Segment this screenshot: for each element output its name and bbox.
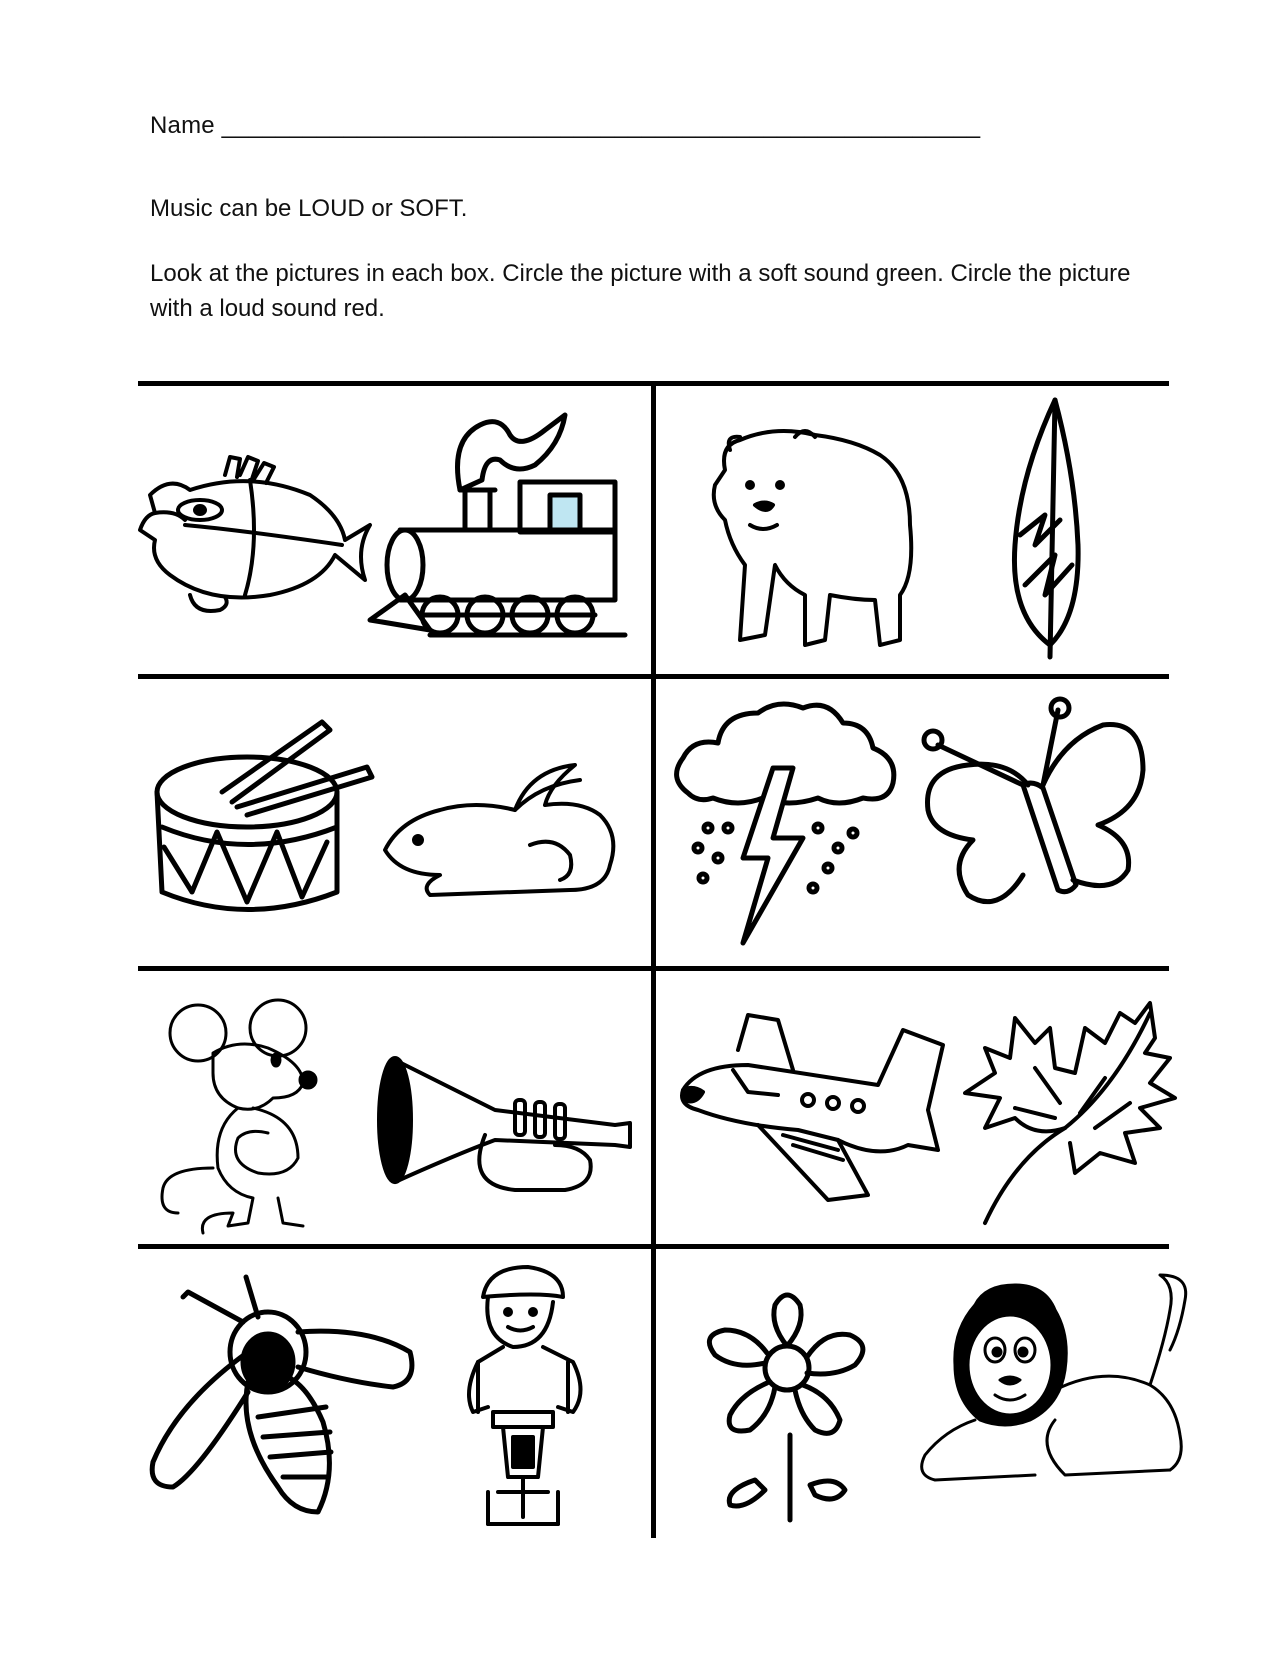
name-line: Name ________________________________________________________	[150, 112, 981, 139]
fish-icon[interactable]	[130, 445, 375, 625]
thunderstorm-icon[interactable]	[668, 698, 903, 948]
rabbit-icon[interactable]	[380, 755, 620, 905]
bee-icon[interactable]	[148, 1272, 423, 1522]
jackhammer-worker-icon[interactable]	[458, 1262, 593, 1537]
grid-line-vertical	[651, 383, 656, 1538]
mouse-icon[interactable]	[158, 998, 323, 1238]
leaf-icon[interactable]	[955, 998, 1180, 1228]
train-icon[interactable]	[360, 410, 635, 650]
butterfly-icon[interactable]	[918, 700, 1153, 940]
drum-icon[interactable]	[152, 712, 382, 922]
intro-text: Music can be LOUD or SOFT.	[150, 195, 468, 222]
flower-icon[interactable]	[695, 1285, 880, 1525]
airplane-icon[interactable]	[678, 1010, 948, 1210]
bear-icon[interactable]	[705, 425, 920, 665]
feather-icon[interactable]	[1000, 395, 1085, 660]
trumpet-icon[interactable]	[375, 1045, 635, 1205]
lion-icon[interactable]	[915, 1270, 1200, 1515]
instructions-text: Look at the pictures in each box. Circle the picture with a soft sound green. Circle the picture with a loud sound red.	[150, 260, 1131, 322]
